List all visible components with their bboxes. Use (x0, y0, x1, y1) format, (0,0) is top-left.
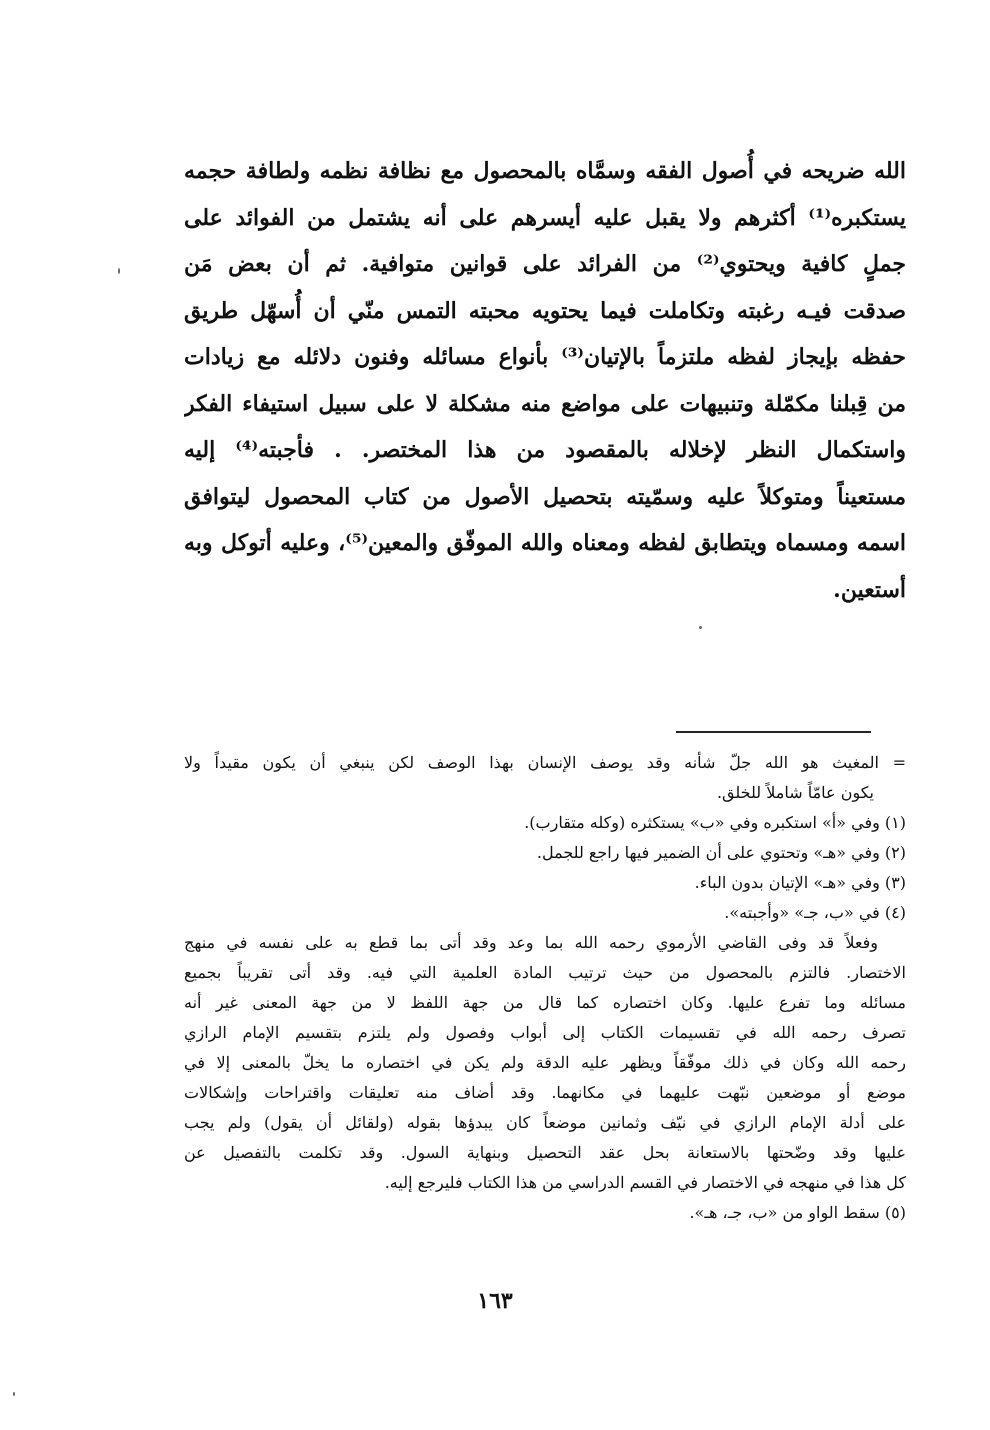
body-line: واستكمال النظر لإخلاله بالمقصود من هذا المختصر. . فأجبته⁽⁴⁾ إليه (184, 437, 906, 463)
footnote-2: (٢) وفي «هـ» وتحتوي على أن الضمير فيها راجع للجمل. (536, 843, 906, 862)
footnote-divider (676, 731, 871, 733)
body-line: صدقت فيـه رغبته وتكاملت فيما يحتويه محبته التمس منّي أن أُسهّل طريق (184, 297, 906, 324)
footnote-4-paragraph-line: عليها وقد وضّحتها بالاستعانة بحل عقد التحصيل وبنهاية السول. وقد تكلمت بالتفصيل عن (184, 1143, 906, 1162)
footnote-4-paragraph-line: على أدلة الإمام الرازي في نيّف وثمانين موضعاً كان يبدؤها بقوله (ولقائل أن يقول) ولم يجب (184, 1113, 906, 1132)
footnote-4-paragraph-line: تصرف رحمه الله في تقسيمات الكتاب إلى أبواب وفصول ولم يلتزم بتقسيم الإمام الرازي (184, 1023, 906, 1042)
scan-speck (13, 1392, 15, 1396)
footnote-4-paragraph-line: وفعلاً قد وفى القاضي الأرموي رحمه الله بما وعد وقد أتى بما قطع به على نفسه في منهج (184, 933, 878, 952)
body-line: جملٍ كافية ويحتوي⁽²⁾ من الفرائد على قوانين متوافية. ثم أن بعض مَن (184, 251, 906, 277)
body-line: يستكبره⁽¹⁾ أكثرهم ولا يقبل عليه أيسرهم على أنه يشتمل من الفوائد على (184, 204, 906, 231)
footnote-3: (٣) وفي «هـ» الإتيان بدون الباء. (694, 873, 906, 892)
footnote-4-paragraph-line: موضع أو موضعين نبّهت عليهما في مكانهما. وقد أضاف منه تعليقات واقتراحات وإشكالات (184, 1083, 906, 1102)
footnote-4-paragraph-line: رحمه الله وكان في ذلك موفّقاً ويظهر عليه الدقة ولم يكن في اختصاره ما يخلّ بالمعنى إلا في (184, 1053, 906, 1072)
footnote-continuation-line: يكون عامّاً شاملاً للخلق. (716, 783, 874, 802)
page-number: ١٦٣ (477, 1288, 513, 1314)
body-line: الله ضريحه في أُصول الفقه وسمَّاه بالمحصول مع نظافة نظمه ولطافة حجمه (184, 158, 906, 184)
footnote-4-paragraph-line: الاختصار. فالتزم بالمحصول من حيث ترتيب المادة العلمية التي فيه. وقد أتى تقريباً بجميع (184, 963, 906, 982)
body-line: اسمه ومسماه ويتطابق لفظه ومعناه والله الموفّق والمعين⁽⁵⁾، وعليه أتوكل وبه (184, 530, 906, 556)
footnote-4-paragraph-line: مسائله وما تفرع عليها. وكان اختصاره كما قال من جهة اللفظ لا من جهة المعنى غير أنه (184, 993, 906, 1012)
body-line: حفظه بإيجاز لفظه ملتزماً بالإتيان⁽³⁾ بأنواع مسائله وفنون دلائله مع زيادات (184, 344, 906, 370)
body-line: أستعين. (833, 576, 906, 603)
footnote-1: (١) وفي «أ» استكبره وفي «ب» يستكثره (وكله متقارب). (524, 813, 906, 832)
footnote-4-paragraph-line: كل هذا في منهجه في الاختصار في القسم الدراسي من هذا الكتاب فليرجع إليه. (384, 1173, 906, 1192)
footnote-4: (٤) في «ب، جـ» «وأجبته». (724, 903, 906, 922)
footnote-continuation-line: = المغيث هو الله جلّ شأنه وقد يوصف الإنسان بهذا الوصف لكن ينبغي أن يكون مقيداً ولا (184, 753, 906, 772)
main-body-text (184, 148, 906, 613)
scan-speck (118, 268, 120, 274)
body-line: من قِبلنا مكمّلة وتنبيهات على مواضع منه مشكلة لا على سبيل استيفاء الفكر (184, 390, 906, 417)
footnote-5: (٥) سقط الواو من «ب، جـ، هـ». (689, 1203, 906, 1222)
body-line: مستعيناً ومتوكلاً عليه وسمّيته بتحصيل الأصول من كتاب المحصول ليتوافق (184, 483, 906, 510)
footnotes-section (184, 748, 906, 1228)
scan-speck (699, 626, 702, 629)
